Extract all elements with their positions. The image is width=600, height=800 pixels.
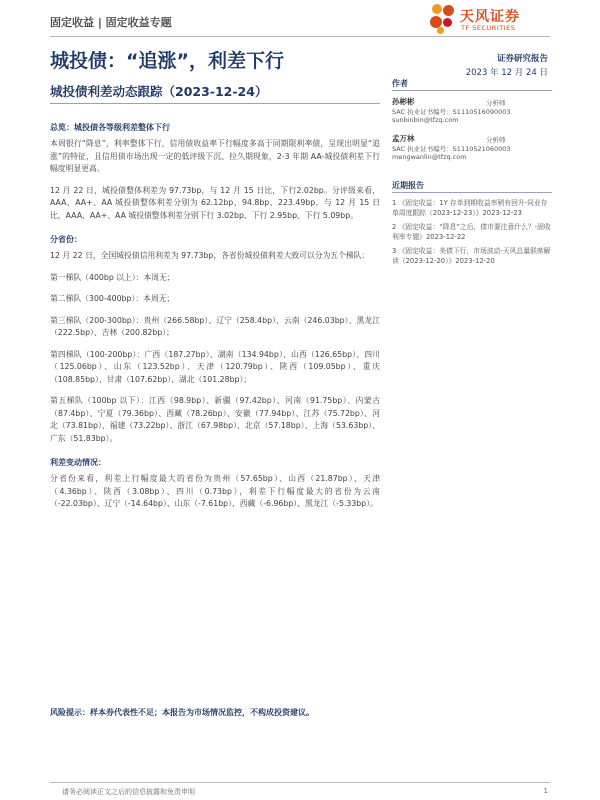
footer-disclaimer: 请务必阅读正文之后的信息披露和免责申明 <box>62 788 195 796</box>
author-cert: SAC 执业证书编号：S1110521060003 <box>392 145 511 153</box>
author-name: 孟万林 <box>392 134 415 143</box>
report-subtitle: 城投债利差动态跟踪（2023-12-24） <box>50 84 268 99</box>
risk-warning: 风险提示：样本券代表性不足；本报告为市场情况监控，不构成投资建议。 <box>50 708 314 717</box>
overview-paragraph: 12 月 22 日，城投债整体利差为 97.73bp，与 12 月 15 日比，下行2.02bp。分评级来看，AAA、AA+、AA 城投债整体利差分别为 62.12bp、94.8bp、223.49bp，与 12 月 15 日比，AAA、AA+、AA 城投债整体利差分别下行 3.02bp、下行 2.95bp、下行 5.09bp。 <box>50 185 380 220</box>
section-heading-overview: 总览：城投债各等级利差整体下行 <box>50 123 170 132</box>
report-category: 固定收益 | 固定收益专题 <box>50 16 172 29</box>
tier-1-paragraph: 第一梯队（400bp 以上）：本周无； <box>50 272 175 282</box>
subtitle-divider <box>50 103 380 104</box>
author-entry <box>392 96 552 133</box>
authors-heading: 作者 <box>392 78 552 91</box>
tier-3-paragraph: 第三梯队（200-300bp）：贵州（266.58bp）、辽宁（258.4bp）、云南（246.03bp）、黑龙江（222.5bp）、吉林（200.82bp）； <box>50 315 380 337</box>
author-entry <box>392 133 552 170</box>
tier-2-paragraph: 第二梯队（300-400bp）：本周无； <box>50 294 175 303</box>
author-email[interactable]: mengwanlin@tfzq.com <box>392 153 467 161</box>
report-type: 证券研究报告 <box>496 54 548 64</box>
recent-report-link[interactable]: 2 《固定收益：“降息”之后，债市要注意什么？-固收利率专题》2023-12-22 <box>392 223 551 241</box>
logo-text-cn: 天风证券 <box>460 9 520 25</box>
report-date: 2023 年 12 月 24 日 <box>465 68 548 78</box>
author-name: 孙彬彬 <box>392 97 415 106</box>
section-heading-spread-change: 利差变动情况： <box>50 458 106 467</box>
author-role: 分析师 <box>486 136 506 144</box>
province-paragraph: 12 月 22 日，全国城投债信用利差为 97.73bp，各省份城投债利差大致可以分为五个梯队： <box>50 251 370 260</box>
author-role: 分析师 <box>486 99 506 107</box>
author-email[interactable]: sunbinbin@tfzq.com <box>392 116 459 124</box>
main-content <box>50 122 380 520</box>
footer-divider <box>50 782 550 783</box>
logo-mark-icon <box>430 4 456 34</box>
overview-paragraph: 本周银行“降息”，利率整体下行，信用债收益率下行幅度多高于同期限利率债，呈现出明显“追涨”的特征，且信用债市场出现一定的低评级下沉、拉久期现象，2-3 年期 AA-城投债利差下行幅度明显更高。 <box>50 139 380 173</box>
header-divider <box>50 36 550 37</box>
report-title: 城投债：“追涨”，利差下行 <box>50 50 284 72</box>
section-heading-province: 分省份： <box>50 235 82 244</box>
sidebar <box>392 78 552 270</box>
spread-change-paragraph: 分省份来看，利差上行幅度最大的省份为贵州（57.65bp）、山西（21.87bp）、天津（4.36bp）、陕西（3.08bp）、四川（0.73bp），利差下行幅度最大的省份为云南（-22.03bp）、辽宁（-14.64bp）、山东（-7.61bp）、西藏（-6.96bp）、黑龙江（-5.33bp）。 <box>50 474 380 508</box>
company-logo <box>430 4 548 36</box>
recent-report-link[interactable]: 1 《固定收益：1Y 存单到期收益率稍有回升-同业存单周度跟踪（2023-12-23）》2023-12-23 <box>392 199 548 217</box>
logo-text-en: TF SECURITIES <box>461 24 516 32</box>
recent-reports-heading: 近期报告 <box>392 180 552 193</box>
author-cert: SAC 执业证书编号：S1110516090003 <box>392 108 511 116</box>
tier-4-paragraph: 第四梯队（100-200bp）：广西（187.27bp）、湖南（134.94bp）、山西（126.65bp）、四川（125.06bp）、山东（123.52bp）、天津（120.79bp）、陕西（109.05bp）、重庆（108.85bp）、甘肃（107.62bp）、湖北（101.28bp）； <box>50 349 380 384</box>
recent-report-link[interactable]: 3 《固定收益：美债下行，市场波动-天风总量联席解读（2023-12-20）》2023-12-20 <box>392 247 551 265</box>
page-number: 1 <box>543 787 548 795</box>
recent-reports-list <box>392 198 552 266</box>
tier-5-paragraph: 第五梯队（100bp 以下）：江西（98.9bp）、新疆（97.42bp）、河南（91.75bp）、内蒙古（87.4bp）、宁夏（79.36bp）、西藏（78.26bp）、安徽（77.94bp）、江苏（75.72bp）、河北（73.81bp）、福建（73.22bp）、浙江（67.98bp）、北京（57.18bp）、上海（53.63bp）、广东（51.83bp）。 <box>50 396 380 443</box>
